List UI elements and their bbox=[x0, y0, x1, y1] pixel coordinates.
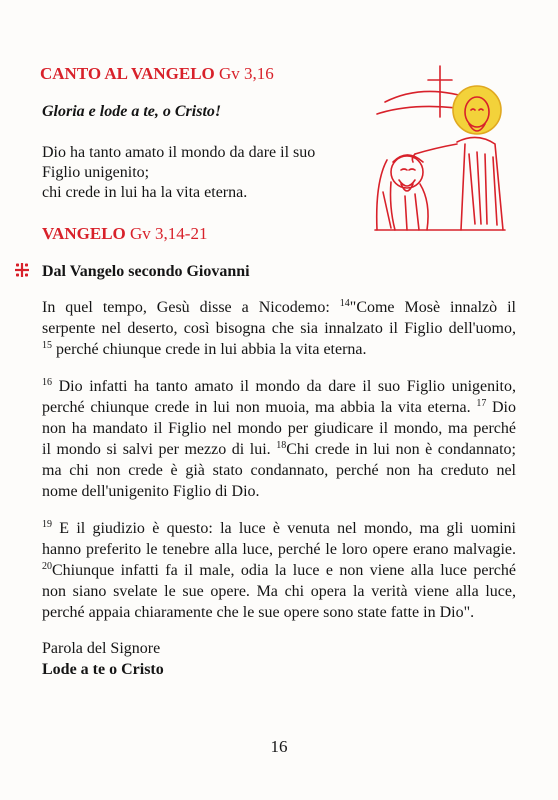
p1-line-2: serpente nel deserto, così bisogna che sia innalzato il Figlio dell'uomo, bbox=[42, 320, 516, 337]
p3-line-3: $^{20}$Chiunque infatti fa il male, odia la luce e non viene alla luce perché bbox=[42, 561, 516, 579]
jerusalem-cross-icon bbox=[14, 262, 30, 278]
page-number: 16 bbox=[270, 737, 288, 756]
verse-number: 18 bbox=[276, 440, 287, 451]
p2-line-1: $^{16}$ Dio infatti ha tanto amato il mondo da dare il suo Figlio unigenito, bbox=[42, 377, 516, 395]
canto-line-1: Dio ha tanto amato il mondo da dare il suo bbox=[42, 144, 316, 161]
vangelo-heading bbox=[42, 224, 207, 244]
p2-line-5: ma chi non crede è già stato condannato, perché non ha creduto nel bbox=[42, 462, 516, 479]
jesus-nicodemus-illustration bbox=[365, 62, 515, 232]
response-lode: Lode a te o Cristo bbox=[42, 661, 164, 678]
parola-del-signore: Parola del Signore bbox=[42, 640, 161, 657]
verse-number: 14 bbox=[339, 298, 350, 309]
canto-line-2: Figlio unigenito; bbox=[42, 164, 150, 181]
p1-line-1: In quel tempo, Gesù disse a Nicodemo: $^{14}$"Come Mosè innalzò il bbox=[42, 298, 516, 316]
verse-number: 19 bbox=[42, 519, 52, 530]
verse-number: 16 bbox=[42, 377, 52, 388]
p3-line-4: non siano svelate le sue opere. Ma chi opera la verità viene alla luce, bbox=[42, 583, 516, 600]
p2-line-4: il mondo si salvi per mezzo di lui. $^{18}$Chi crede in lui non è condannato; bbox=[42, 440, 516, 458]
p3-line-5: perché appaia chiaramente che le sue opere sono state fatte in Dio". bbox=[42, 604, 475, 621]
vangelo-ref: Gv 3,14-21 bbox=[130, 224, 208, 243]
p1-line-3: $^{15}$ perché chiunque crede in lui abbia la vita eterna. bbox=[42, 340, 367, 358]
p2-line-6: nome dell'unigenito Figlio di Dio. bbox=[42, 483, 260, 500]
verse-number: 20 bbox=[42, 561, 52, 572]
gospel-source: Dal Vangelo secondo Giovanni bbox=[42, 263, 250, 280]
p3-line-1: $^{19}$ E il giudizio è questo: la luce è venuta nel mondo, ma gli uomini bbox=[42, 519, 516, 537]
vangelo-title: VANGELO bbox=[42, 224, 126, 243]
verse-number: 15 bbox=[42, 340, 52, 351]
canto-heading bbox=[40, 64, 274, 84]
p2-line-3: non ha mandato il Figlio nel mondo per giudicare il mondo, ma perché bbox=[42, 420, 516, 437]
verse-number: 17 bbox=[476, 398, 487, 409]
canto-line-3: chi crede in lui ha la vita eterna. bbox=[42, 184, 248, 201]
p2-line-2: perché chiunque crede in lui non muoia, ma abbia la vita eterna. $^{17}$ Dio bbox=[42, 398, 516, 416]
canto-ref: Gv 3,16 bbox=[219, 64, 274, 83]
p3-line-2: hanno preferito le tenebre alla luce, perché le loro opere erano malvagie. bbox=[42, 541, 516, 558]
gospel-acclamation: Gloria e lode a te, o Cristo! bbox=[42, 103, 222, 120]
canto-title: CANTO AL VANGELO bbox=[40, 64, 215, 83]
